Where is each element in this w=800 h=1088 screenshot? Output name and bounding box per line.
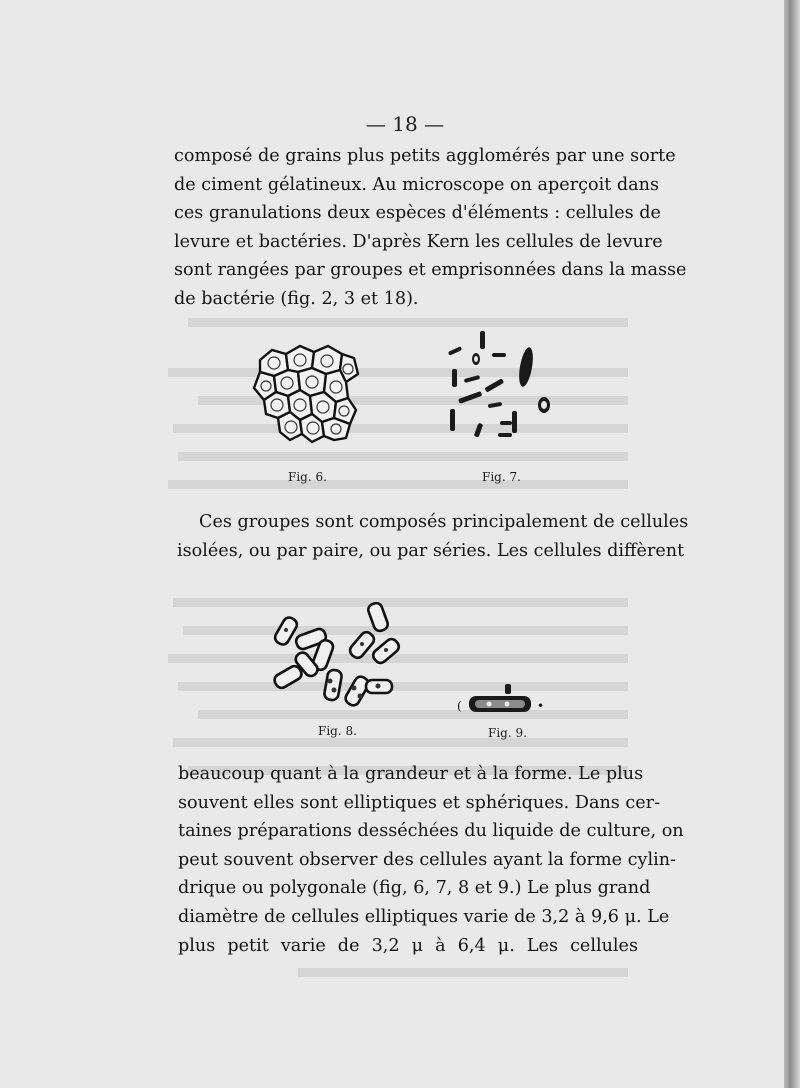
- page-number: — 18 —: [365, 112, 445, 136]
- text-line: souvent elles sont elliptiques et sphériques. Dans cer-: [178, 792, 661, 813]
- text-line: diamètre de cellules elliptiques varie de 3,2 à 9,6 μ. Le: [178, 906, 670, 927]
- text-line: de ciment gélatineux. Au microscope on aperçoit dans: [174, 174, 659, 195]
- figure-7-caption: Fig. 7.: [482, 470, 521, 484]
- text-line: ces granulations deux espèces d'éléments : cellules de: [174, 203, 661, 224]
- figure-8-caption: Fig. 8.: [318, 724, 357, 738]
- figure-6: [250, 340, 370, 450]
- paragraph-1: [174, 142, 687, 314]
- figure-6-illustration: [250, 340, 370, 450]
- paragraph-2: [177, 508, 689, 565]
- text-line: taines préparations desséchées du liquide de culture, on: [178, 821, 684, 842]
- text-line: de bactérie (fig. 2, 3 et 18).: [174, 288, 419, 309]
- paragraph-3: [178, 760, 684, 960]
- text-line: levure et bactéries. D'après Kern les cellules de levure: [174, 231, 663, 252]
- svg-text:•: •: [537, 699, 545, 713]
- svg-text:(: (: [457, 699, 462, 713]
- figure-8: [268, 598, 408, 718]
- text-line: composé de grains plus petits agglomérés par une sorte: [174, 146, 676, 166]
- text-line: peut souvent observer des cellules ayant la forme cylin-: [178, 849, 676, 870]
- text-line: drique ou polygonale (fig, 6, 7, 8 et 9.) Le plus grand: [178, 878, 651, 899]
- figure-6-caption: Fig. 6.: [288, 470, 327, 484]
- figure-8-illustration: [268, 598, 408, 718]
- page-edge: [784, 0, 800, 1088]
- text-line: Ces groupes sont composés principalement de cellules: [199, 512, 689, 532]
- figure-7-illustration: [440, 325, 570, 455]
- figure-9-illustration: [455, 680, 555, 724]
- text-line: isolées, ou par paire, ou par séries. Les cellules diffèrent: [177, 540, 685, 561]
- figure-9: [455, 680, 555, 724]
- figure-7: [440, 325, 570, 455]
- text-line: sont rangées par groupes et emprisonnées dans la masse: [174, 260, 687, 281]
- text-line: beaucoup quant à la grandeur et à la forme. Le plus: [178, 764, 644, 784]
- text-line: plus petit varie de 3,2 μ à 6,4 μ. Les cellules: [178, 935, 638, 956]
- figure-9-caption: Fig. 9.: [488, 726, 527, 740]
